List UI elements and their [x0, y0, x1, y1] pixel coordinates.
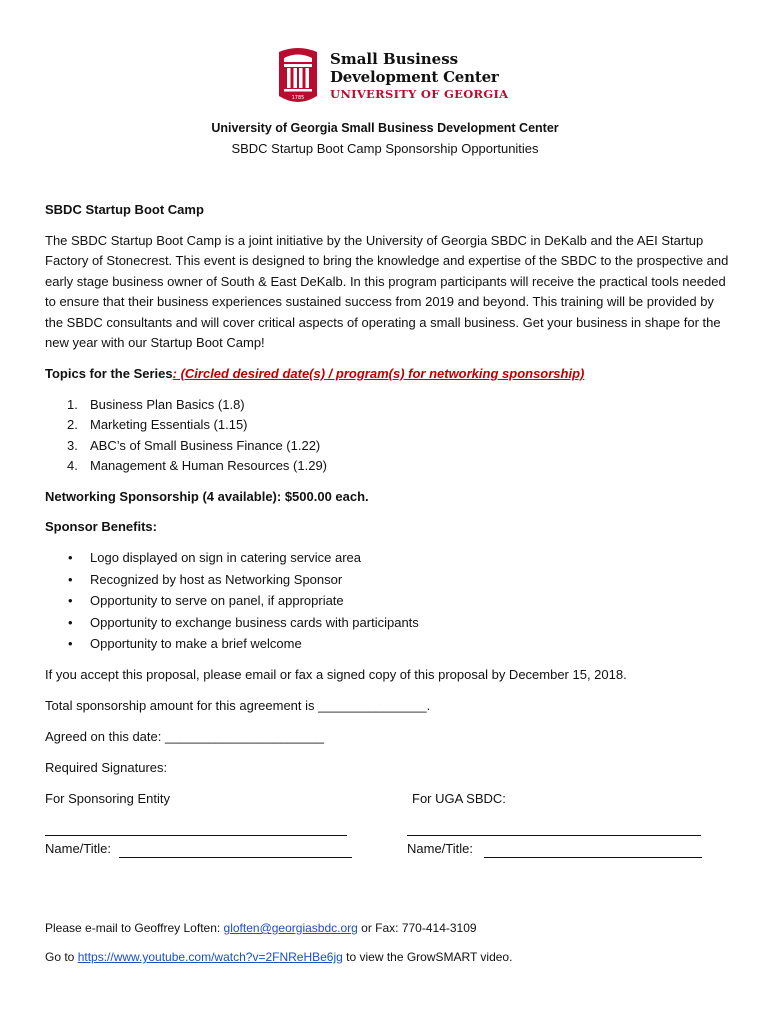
go-suffix: to view the GrowSMART video.	[342, 950, 513, 964]
topic-number: 4.	[67, 458, 78, 473]
logo-line-3: UNIVERSITY OF GEORGIA	[330, 87, 509, 101]
bullet-icon: •	[68, 636, 73, 651]
sponsor-name-title-label: Name/Title:	[45, 841, 111, 856]
topic-item: Marketing Essentials (1.15)	[90, 417, 248, 432]
logo-line-1: Small Business	[330, 50, 459, 68]
benefit-item: Recognized by host as Networking Sponsor	[90, 572, 343, 587]
sbdc-name-title-label: Name/Title:	[407, 841, 473, 856]
agreed-date-field[interactable]: Agreed on this date: ______________________	[45, 729, 325, 744]
logo-line-2: Development Center	[330, 68, 499, 86]
topic-number: 3.	[67, 438, 78, 453]
uga-sbdc-label: For UGA SBDC:	[412, 791, 506, 806]
topic-item: ABC’s of Small Business Finance (1.22)	[90, 438, 321, 453]
org-heading: University of Georgia Small Business Development Center	[211, 121, 559, 135]
document-subtitle: SBDC Startup Boot Camp Sponsorship Opportunities	[231, 141, 539, 156]
email-contact	[45, 921, 477, 935]
benefit-item: Opportunity to exchange business cards with participants	[90, 615, 419, 630]
youtube-link[interactable]: https://www.youtube.com/watch?v=2FNReHBe6jg	[77, 950, 343, 964]
fax-text: or Fax: 770-414-3109	[357, 921, 477, 935]
sponsor-name-title-line[interactable]	[119, 857, 352, 858]
benefit-item: Opportunity to make a brief welcome	[90, 636, 302, 651]
bullet-icon: •	[68, 615, 73, 630]
topic-item: Business Plan Basics (1.8)	[90, 397, 245, 412]
bullet-icon: •	[68, 550, 73, 565]
bullet-icon: •	[68, 593, 73, 608]
intro-paragraph: The SBDC Startup Boot Camp is a joint initiative by the University of Georgia SBDC in DeKalb and the AEI Startup Factory of Stonecrest. This event is designed to bring the knowledge and expertise of the SBDC to the prospective and early stage business owner of South & East DeKalb. In this program participants will receive the practical tools needed to ensure that their business experiences sustained success from 2019 and beyond. This training will be provided by the SBDC consultants and will cover critical aspects of operating a small business. Get your business in shape for the new year with our Startup Boot Camp!	[45, 233, 729, 351]
topic-item: Management & Human Resources (1.29)	[90, 458, 328, 473]
logo-seal-year: 1785	[291, 95, 305, 101]
uga-arch-logo-icon	[277, 46, 319, 106]
go-prefix: Go to	[45, 950, 78, 964]
sbdc-logo	[277, 46, 509, 108]
sbdc-signature-line[interactable]	[407, 835, 701, 836]
bullet-icon: •	[68, 572, 73, 587]
email-link[interactable]: gloften@georgiasbdc.org	[223, 921, 358, 935]
benefits-heading: Sponsor Benefits:	[45, 519, 157, 534]
sponsor-signature-line[interactable]	[45, 835, 347, 836]
topic-number: 1.	[67, 397, 78, 412]
networking-sponsorship: Networking Sponsorship (4 available): $500.00 each.	[45, 489, 369, 504]
benefit-item: Opportunity to serve on panel, if appropriate	[90, 593, 344, 608]
accept-instructions: If you accept this proposal, please email or fax a signed copy of this proposal by December 15, 2018.	[45, 667, 627, 682]
sponsoring-entity-label: For Sponsoring Entity	[45, 791, 171, 806]
benefit-item: Logo displayed on sign in catering service area	[90, 550, 362, 565]
topic-number: 2.	[67, 417, 78, 432]
video-contact	[45, 950, 512, 964]
required-signatures-label: Required Signatures:	[45, 760, 168, 775]
topics-note: : (Circled desired date(s) / program(s) for networking sponsorship)	[172, 366, 585, 381]
total-amount-field[interactable]: Total sponsorship amount for this agreement is _______________.	[45, 698, 431, 713]
sbdc-name-title-line[interactable]	[484, 857, 702, 858]
section-title: SBDC Startup Boot Camp	[45, 202, 204, 217]
topics-heading	[45, 366, 584, 381]
email-prefix: Please e-mail to Geoffrey Loften:	[45, 921, 224, 935]
topics-label: Topics for the Series	[45, 366, 173, 381]
